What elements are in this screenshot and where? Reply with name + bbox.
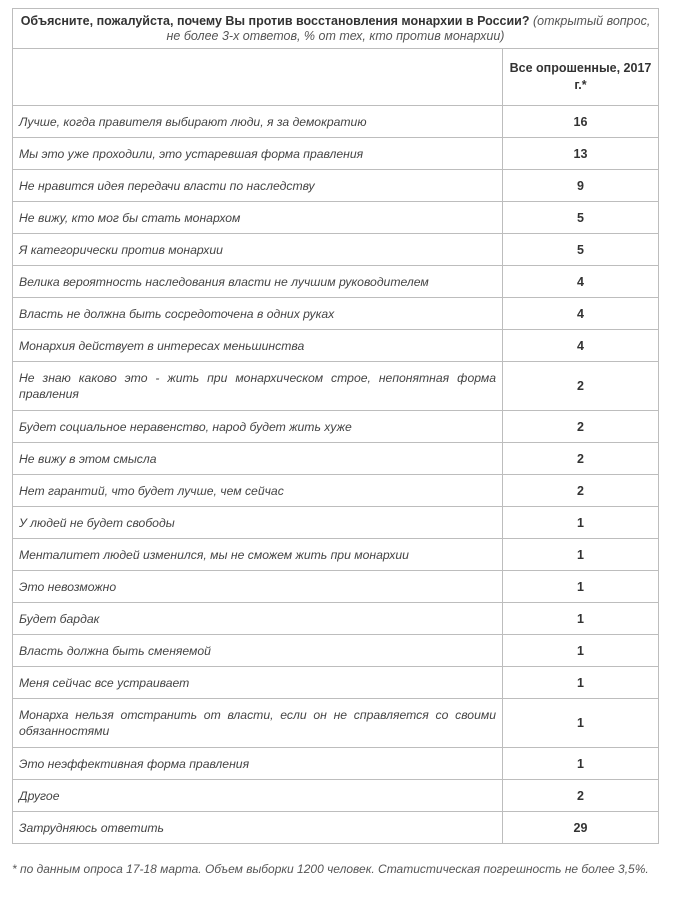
table-row xyxy=(13,539,659,571)
column-header-row xyxy=(13,49,659,106)
table-row xyxy=(13,475,659,507)
table-row xyxy=(13,106,659,138)
row-value: 1 xyxy=(503,571,659,603)
table-title-row xyxy=(13,9,659,49)
row-value: 2 xyxy=(503,443,659,475)
row-value: 5 xyxy=(503,202,659,234)
row-value: 13 xyxy=(503,138,659,170)
row-value: 1 xyxy=(503,507,659,539)
row-label: Будет социальное неравенство, народ будет жить хуже xyxy=(13,411,503,443)
row-label: Это неэффективная форма правления xyxy=(13,748,503,780)
row-label: Не вижу, кто мог бы стать монархом xyxy=(13,202,503,234)
row-value: 1 xyxy=(503,635,659,667)
row-label: Лучше, когда правителя выбирают люди, я за демократию xyxy=(13,106,503,138)
row-label: Другое xyxy=(13,780,503,812)
table-row xyxy=(13,170,659,202)
row-value: 1 xyxy=(503,748,659,780)
table-row xyxy=(13,635,659,667)
row-label: Нет гарантий, что будет лучше, чем сейчас xyxy=(13,475,503,507)
survey-table-container xyxy=(12,8,658,844)
table-row xyxy=(13,234,659,266)
table-row xyxy=(13,699,659,748)
empty-header-cell xyxy=(13,49,503,106)
row-label: Не вижу в этом смысла xyxy=(13,443,503,475)
row-value: 1 xyxy=(503,603,659,635)
table-row xyxy=(13,507,659,539)
row-label: Будет бардак xyxy=(13,603,503,635)
table-row xyxy=(13,138,659,170)
row-value: 16 xyxy=(503,106,659,138)
question-note: (открытый вопрос, не более 3-х ответов, % от тех, кто против монархии) xyxy=(166,13,651,43)
table-row xyxy=(13,411,659,443)
table-row xyxy=(13,330,659,362)
row-label: Затрудняюсь ответить xyxy=(13,812,503,844)
row-value: 4 xyxy=(503,298,659,330)
table-title xyxy=(13,9,659,49)
row-value: 9 xyxy=(503,170,659,202)
row-label: Мы это уже проходили, это устаревшая форма правления xyxy=(13,138,503,170)
row-value: 1 xyxy=(503,667,659,699)
table-row xyxy=(13,571,659,603)
survey-table xyxy=(12,8,659,844)
row-label: Велика вероятность наследования власти не лучшим руководителем xyxy=(13,266,503,298)
row-label: Меня сейчас все устраивает xyxy=(13,667,503,699)
row-label: Менталитет людей изменился, мы не сможем жить при монархии xyxy=(13,539,503,571)
row-label: Не нравится идея передачи власти по наследству xyxy=(13,170,503,202)
row-label: Власть должна быть сменяемой xyxy=(13,635,503,667)
footnote: * по данным опроса 17-18 марта. Объем выборки 1200 человек. Статистическая погрешность не более 3,5%. xyxy=(12,862,649,876)
table-row xyxy=(13,780,659,812)
row-value: 29 xyxy=(503,812,659,844)
table-row xyxy=(13,266,659,298)
row-value: 5 xyxy=(503,234,659,266)
row-value: 4 xyxy=(503,266,659,298)
row-value: 2 xyxy=(503,362,659,411)
table-row xyxy=(13,603,659,635)
row-label: У людей не будет свободы xyxy=(13,507,503,539)
row-value: 2 xyxy=(503,475,659,507)
row-label: Монарха нельзя отстранить от власти, если он не справляется со своими обязанностями xyxy=(13,699,503,748)
row-label: Не знаю каково это - жить при монархическом строе, непонятная форма правления xyxy=(13,362,503,411)
table-row xyxy=(13,362,659,411)
table-row xyxy=(13,748,659,780)
row-value: 1 xyxy=(503,539,659,571)
table-row xyxy=(13,298,659,330)
row-value: 2 xyxy=(503,411,659,443)
row-value: 4 xyxy=(503,330,659,362)
column-header: Все опрошенные, 2017 г.* xyxy=(503,49,659,106)
row-label: Власть не должна быть сосредоточена в одних руках xyxy=(13,298,503,330)
row-label: Я категорически против монархии xyxy=(13,234,503,266)
row-label: Это невозможно xyxy=(13,571,503,603)
table-row xyxy=(13,812,659,844)
question-text: Объясните, пожалуйста, почему Вы против восстановления монархии в России? xyxy=(20,13,530,28)
table-row xyxy=(13,443,659,475)
row-value: 1 xyxy=(503,699,659,748)
row-value: 2 xyxy=(503,780,659,812)
row-label: Монархия действует в интересах меньшинства xyxy=(13,330,503,362)
table-row xyxy=(13,667,659,699)
table-row xyxy=(13,202,659,234)
